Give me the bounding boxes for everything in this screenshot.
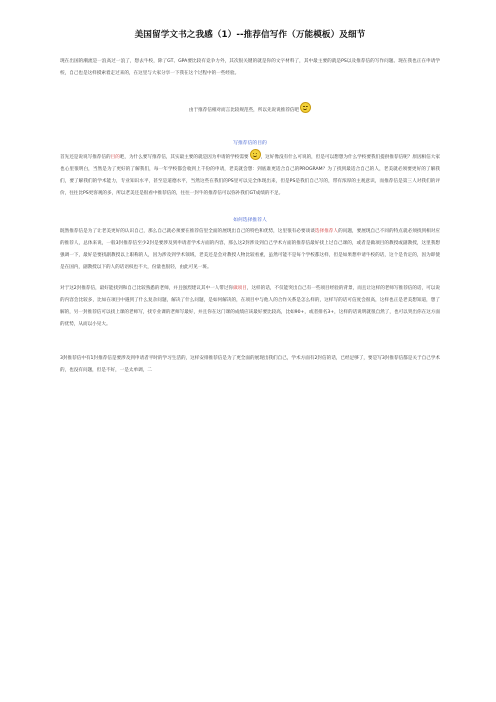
project-text-a: 对于这2封推荐信，最好能找到和自己比较熟悉的老师，并且强烈建议其中一人带过你 <box>60 286 234 291</box>
project-paragraph <box>60 283 440 331</box>
lead-text: 由于推荐信相对而言比较规范些，所以先说说推荐信吧 <box>188 108 300 113</box>
third-letter-paragraph: 3封推荐信中有1封推荐信是要涉及到申请者平时的学习生活的，这样安排推荐信是为了更全面的展现出我们自己，学术方面有2封信的话，已经足够了，要是写3封推荐信都是关于自己学术的，也没有问题，但是不好，一是太单调，二 <box>60 356 440 373</box>
purpose-paragraph <box>60 149 440 200</box>
smiley-icon <box>250 149 261 160</box>
purpose-link[interactable]: 目的 <box>110 155 120 160</box>
section-heading-purpose: 写推荐信的目的 <box>233 141 267 146</box>
document-page <box>60 28 440 377</box>
project-text-b: ，这样的话，不仅能突出自己有一些项目经验的背景，而且让这样的老师写推荐信的话，可以说的内容会比较多，比如在项目中遇到了什么复杂问题，解决了什么问题，是如何解决的，在项目中与他人的合作关系是怎么样的，这样写的话可信度会很高，这样也正是老美想知道，想了解的，另一封推荐信可以找上课的老师写，找专业课的老师写最好，并且你在这门课的成绩应该最好要比较高，比如90+，或者排名3+，这样的话说明就很自然了，也可以突出你在这方面的优势，从而以小见大。 <box>60 286 440 327</box>
purpose-text-c: ，这好像没有什么可说的，但是可以想想为什么学校要我们提供推荐信呢？原因相信大家也心里很明白，当然是为了更好的了解我们，每一年学校都会收到上千份的申请，老美就会想：到底谁更适合自己的PROGRAM？为了找到最适合自己的人，老美就必须要更好的了解我们，要了解我们的学术能力，专业知识水平，甚至是道德水平，当然这些在我们的PS里可以完全体现出来，但是PS是我们自己写的，带有浓厚的主观意识，而推荐信是第三人对我们的评价，往往比PS更客观的多，所以老美还是很看中推荐信的，往往一封牛的推荐信可以弥补我们GT成绩的不足。 <box>60 155 440 196</box>
section-heading-recommender: 如何选择推荐人 <box>233 218 267 223</box>
project-link[interactable]: 做项目 <box>233 286 247 291</box>
page-title: 美国留学文书之我感（1）--推荐信写作（万能模板）及细节 <box>134 30 366 40</box>
purpose-text-b: 吧，为什么要写推荐信，其实最主要的就是因为申请的学校需要 <box>119 155 249 160</box>
purpose-text-a: 首先还是说说写推荐信的 <box>60 155 111 160</box>
intro-paragraph: 现在出国的潮流是一浪高过一浪了，想去牛校，除了GT、GPA要比较有竞争力外，其次很关键的就是你的文字材料了，其中最主要的就是PS以及推荐信的写作问题。现在我也正在申请学校，自己也是这样摸索着走过来的，在这里与大家分享一下我在这个过程中的一些经验。 <box>60 59 440 76</box>
lead-line <box>60 102 440 117</box>
recommender-text-a: 既然推荐信是为了让老美更好的认识自己，那么自己就必须要在推荐信里全面的展现出自己的特色和优势，这里很有必要谈谈 <box>60 229 315 234</box>
recommender-link[interactable]: 选择推荐人 <box>314 229 339 234</box>
recommender-paragraph <box>60 226 440 274</box>
recommender-text-b: 的问题，要展现自己不同的特点就必须找到相对应的推荐人，总体来说，一般3封推荐信至少2封是要涉及到申请者学术方面的内容，那么这2封涉及到自己学术方面的推荐信最好找上过自己课的，或者是做项目的教授或副教授，这里我想强调一下，最好是要找副教授以上职称的人，因为涉及到学术领域，老美还是会对教授人物比较看重，虽然可能不是每个学校都这样，但是如果想申请牛校的话，这个是肯定的，因为即使是在国内，副教授以下的人的话语权也不大，份量也很轻，由此可见一斑。 <box>60 229 440 270</box>
smiley-icon <box>300 102 311 113</box>
